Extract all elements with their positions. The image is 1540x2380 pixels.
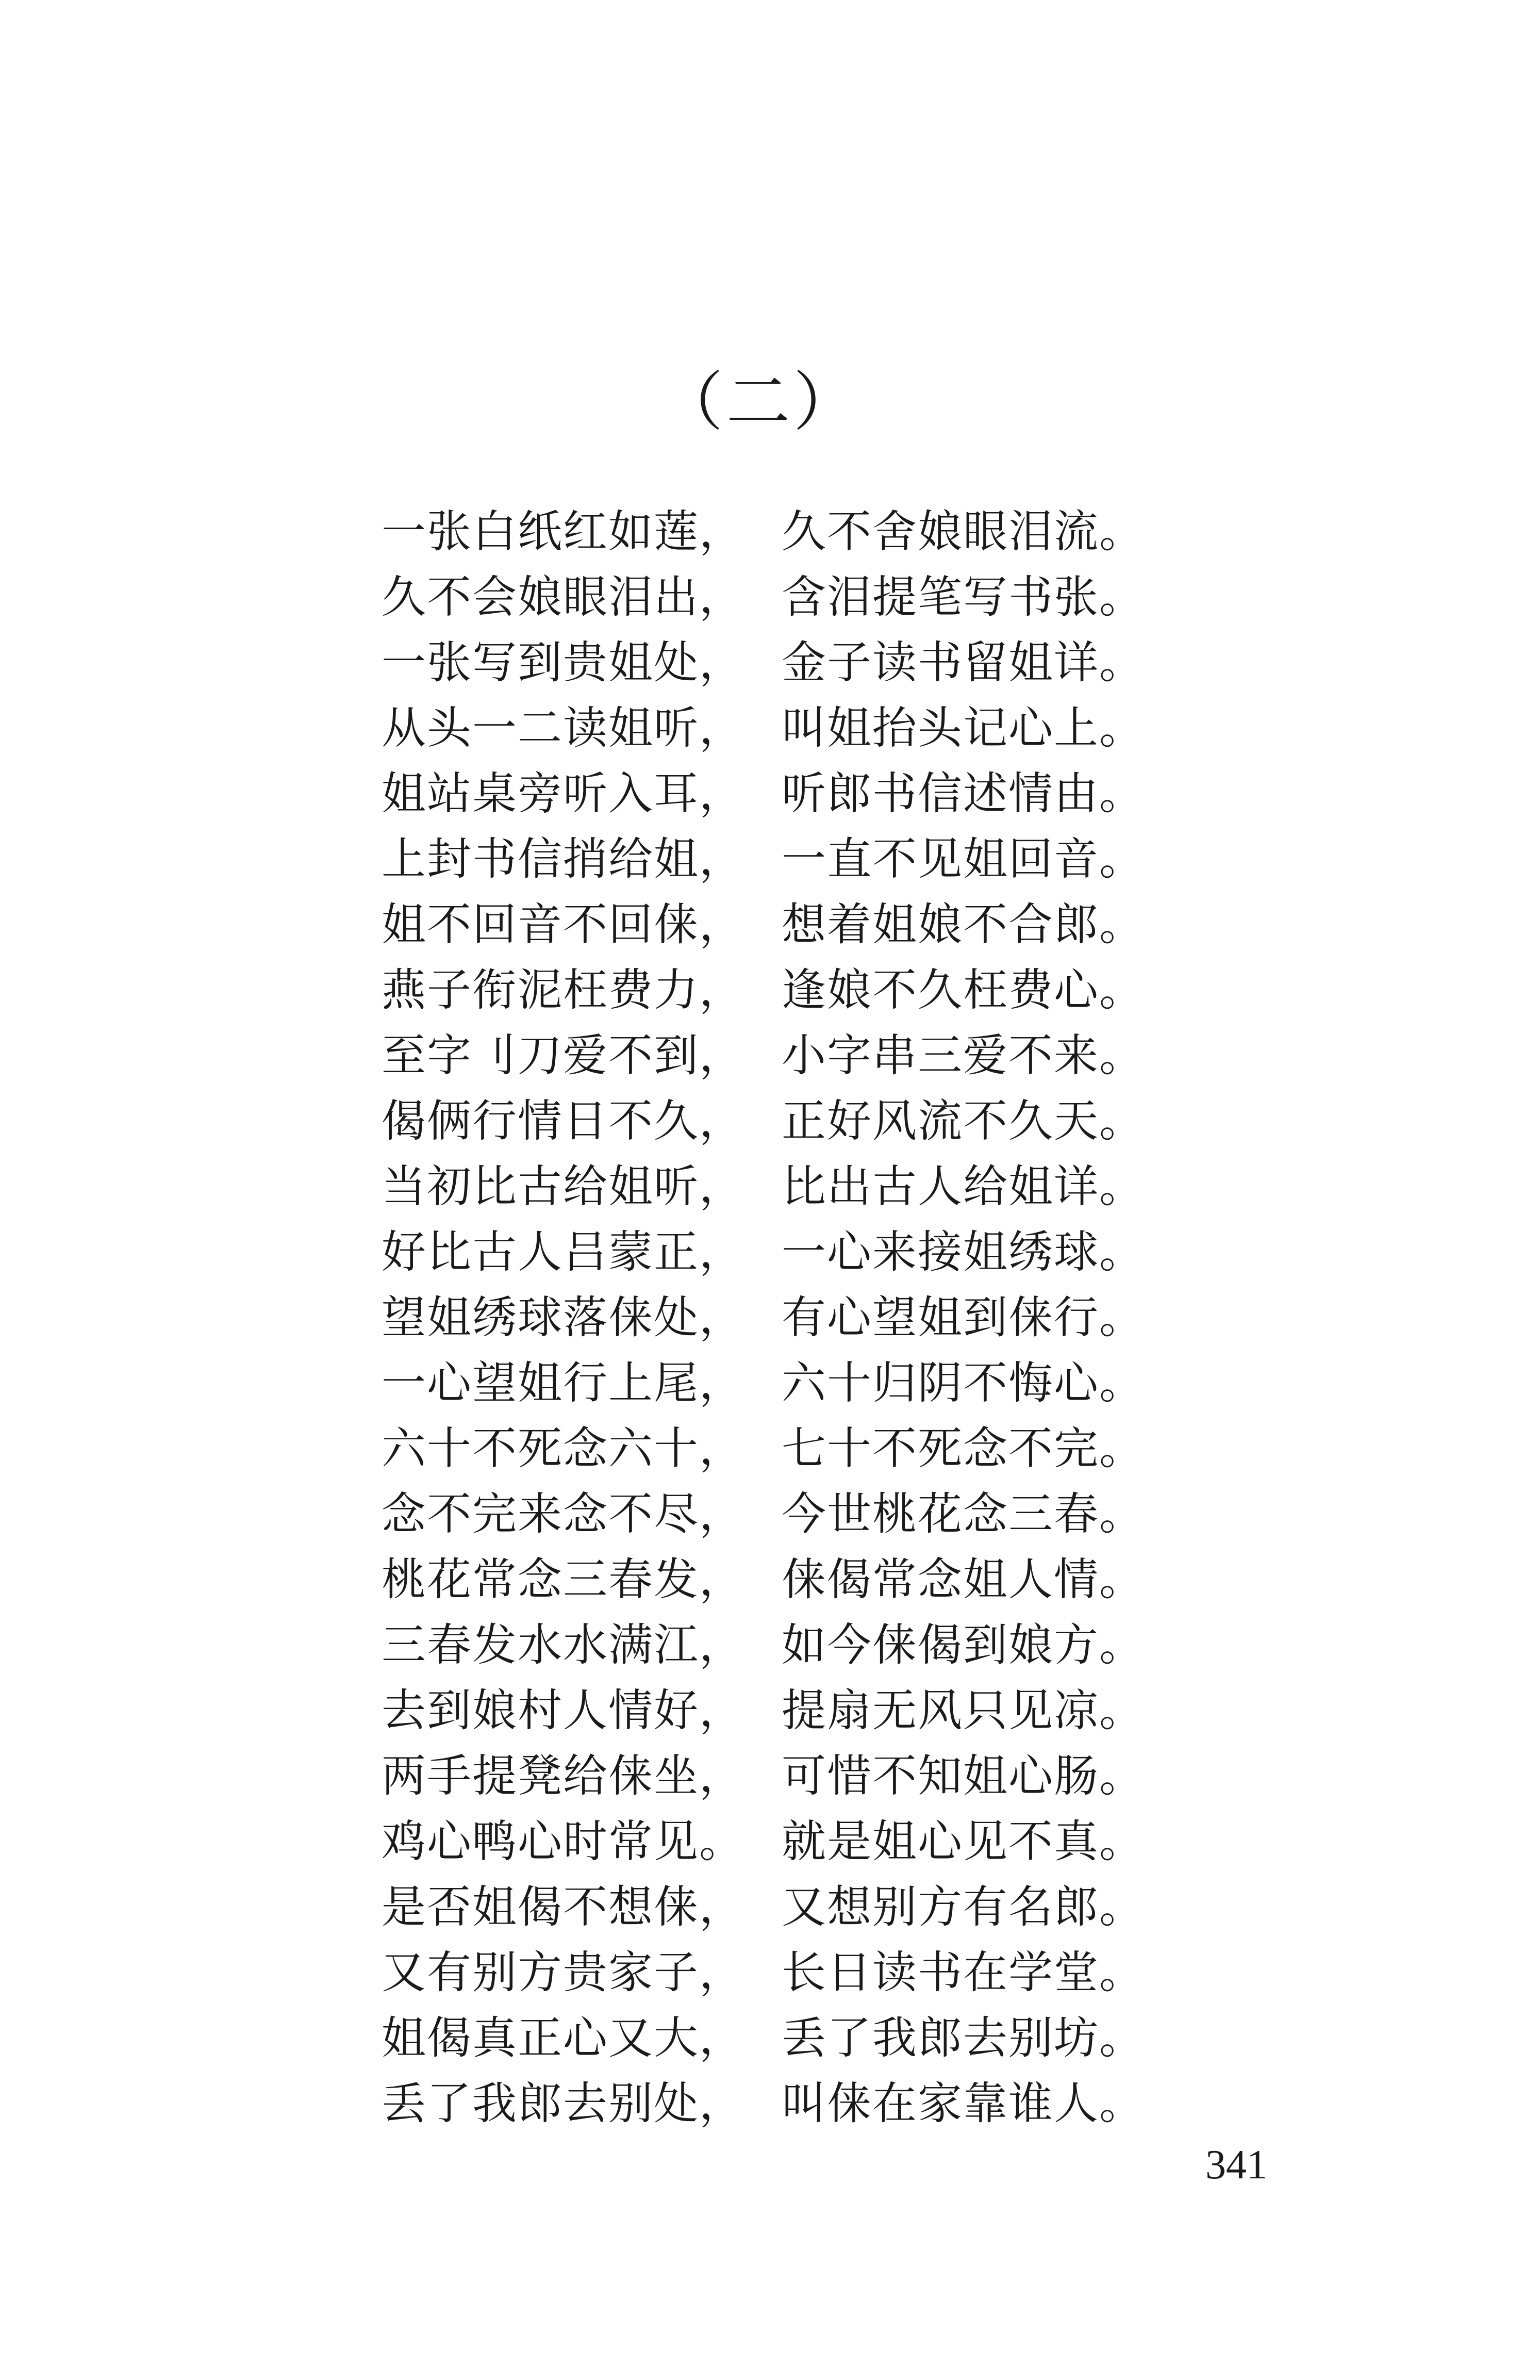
verse-line-left: 念不完来念不尽， bbox=[382, 1488, 744, 1540]
verse-line-right: 久不舍娘眼泪流。 bbox=[782, 506, 1145, 557]
verse-line-left: 姐偈真正心又大， bbox=[382, 2012, 744, 2064]
verse-line bbox=[382, 1023, 1145, 1089]
verse-block bbox=[382, 499, 1145, 2137]
verse-line-right: 想着姐娘不合郎。 bbox=[782, 899, 1145, 950]
verse-line-left: 是否姐偈不想俫， bbox=[382, 1881, 744, 1933]
verse-line bbox=[382, 958, 1145, 1023]
verse-line-left: 好比古人吕蒙正， bbox=[382, 1226, 744, 1278]
verse-line bbox=[382, 1678, 1145, 1744]
verse-line bbox=[382, 761, 1145, 827]
verse-line-left: 丢了我郎去别处， bbox=[382, 2078, 744, 2129]
verse-line bbox=[382, 565, 1145, 630]
verse-line-left: 久不会娘眼泪出， bbox=[382, 571, 744, 623]
verse-line bbox=[382, 1351, 1145, 1416]
verse-line-right: 长日读书在学堂。 bbox=[782, 1947, 1145, 1998]
verse-line-left: 一张白纸红如莲， bbox=[382, 506, 744, 557]
verse-line-right: 丢了我郎去别坊。 bbox=[782, 2012, 1145, 2064]
verse-line-left: 又有别方贵家子， bbox=[382, 1947, 744, 1998]
verse-line-right: 叫姐抬头记心上。 bbox=[782, 702, 1145, 754]
verse-line bbox=[382, 1613, 1145, 1678]
verse-line-right: 可惜不知姐心肠。 bbox=[782, 1750, 1145, 1802]
verse-line-left: 燕子衔泥枉费力， bbox=[382, 964, 744, 1016]
verse-line bbox=[382, 1089, 1145, 1154]
verse-line-right: 七十不死念不完。 bbox=[782, 1423, 1145, 1474]
verse-line-left: 姐站桌旁听入耳， bbox=[382, 768, 744, 819]
verse-line-left: 桃花常念三春发， bbox=[382, 1554, 744, 1605]
verse-line-right: 有心望姐到俫行。 bbox=[782, 1292, 1145, 1343]
verse-line-right: 就是姐心见不真。 bbox=[782, 1816, 1145, 1867]
verse-line-left: 望姐绣球落俫处， bbox=[382, 1292, 744, 1343]
verse-line bbox=[382, 2071, 1145, 2137]
verse-line bbox=[382, 696, 1145, 761]
verse-line-left: 一心望姐行上尾， bbox=[382, 1357, 744, 1409]
verse-line bbox=[382, 1940, 1145, 2006]
verse-line bbox=[382, 1875, 1145, 1940]
verse-line bbox=[382, 1482, 1145, 1547]
verse-line-right: 俫偈常念姐人情。 bbox=[782, 1554, 1145, 1605]
verse-line-right: 一直不见姐回音。 bbox=[782, 833, 1145, 885]
verse-line-right: 一心来接姐绣球。 bbox=[782, 1226, 1145, 1278]
page-number: 341 bbox=[1205, 2142, 1267, 2188]
verse-line bbox=[382, 1416, 1145, 1482]
verse-line-right: 今世桃花念三春。 bbox=[782, 1488, 1145, 1540]
verse-line-right: 金子读书留姐详。 bbox=[782, 637, 1145, 688]
verse-line-right: 提扇无风只见凉。 bbox=[782, 1685, 1145, 1736]
verse-line-right: 正好风流不久天。 bbox=[782, 1095, 1145, 1147]
verse-line-right: 又想别方有名郎。 bbox=[782, 1881, 1145, 1933]
verse-line-left: 一张写到贵姐处， bbox=[382, 637, 744, 688]
verse-line bbox=[382, 630, 1145, 696]
verse-line-right: 叫俫在家靠谁人。 bbox=[782, 2078, 1145, 2129]
verse-line bbox=[382, 499, 1145, 565]
verse-line bbox=[382, 1154, 1145, 1220]
verse-line-right: 如今俫偈到娘方。 bbox=[782, 1619, 1145, 1671]
verse-line-left: 六十不死念六十， bbox=[382, 1423, 744, 1474]
verse-line-left: 至字刂刀爱不到， bbox=[382, 1030, 744, 1081]
verse-line bbox=[382, 1285, 1145, 1351]
verse-line bbox=[382, 2006, 1145, 2071]
verse-line bbox=[382, 892, 1145, 958]
verse-line bbox=[382, 1809, 1145, 1875]
section-title: （二） bbox=[659, 365, 860, 439]
verse-line-left: 鸡心鸭心时常见。 bbox=[382, 1816, 744, 1867]
verse-line-right: 比出古人给姐详。 bbox=[782, 1161, 1145, 1212]
verse-line-left: 两手提凳给俫坐， bbox=[382, 1750, 744, 1802]
verse-line-left: 当初比古给姐听， bbox=[382, 1161, 744, 1212]
verse-line bbox=[382, 1744, 1145, 1809]
verse-line-left: 去到娘村人情好， bbox=[382, 1685, 744, 1736]
verse-line-left: 三春发水水满江， bbox=[382, 1619, 744, 1671]
verse-line-left: 从头一二读姐听， bbox=[382, 702, 744, 754]
verse-line-right: 六十归阴不悔心。 bbox=[782, 1357, 1145, 1409]
verse-line bbox=[382, 827, 1145, 892]
verse-line-left: 上封书信捎给姐， bbox=[382, 833, 744, 885]
verse-line-right: 含泪提笔写书张。 bbox=[782, 571, 1145, 623]
verse-line bbox=[382, 1547, 1145, 1613]
verse-line-right: 听郎书信述情由。 bbox=[782, 768, 1145, 819]
verse-line-left: 姐不回音不回俫， bbox=[382, 899, 744, 950]
verse-line-right: 小字串三爱不来。 bbox=[782, 1030, 1145, 1081]
verse-line-left: 偈俩行情日不久， bbox=[382, 1095, 744, 1147]
verse-line bbox=[382, 1220, 1145, 1285]
verse-line-right: 逢娘不久枉费心。 bbox=[782, 964, 1145, 1016]
